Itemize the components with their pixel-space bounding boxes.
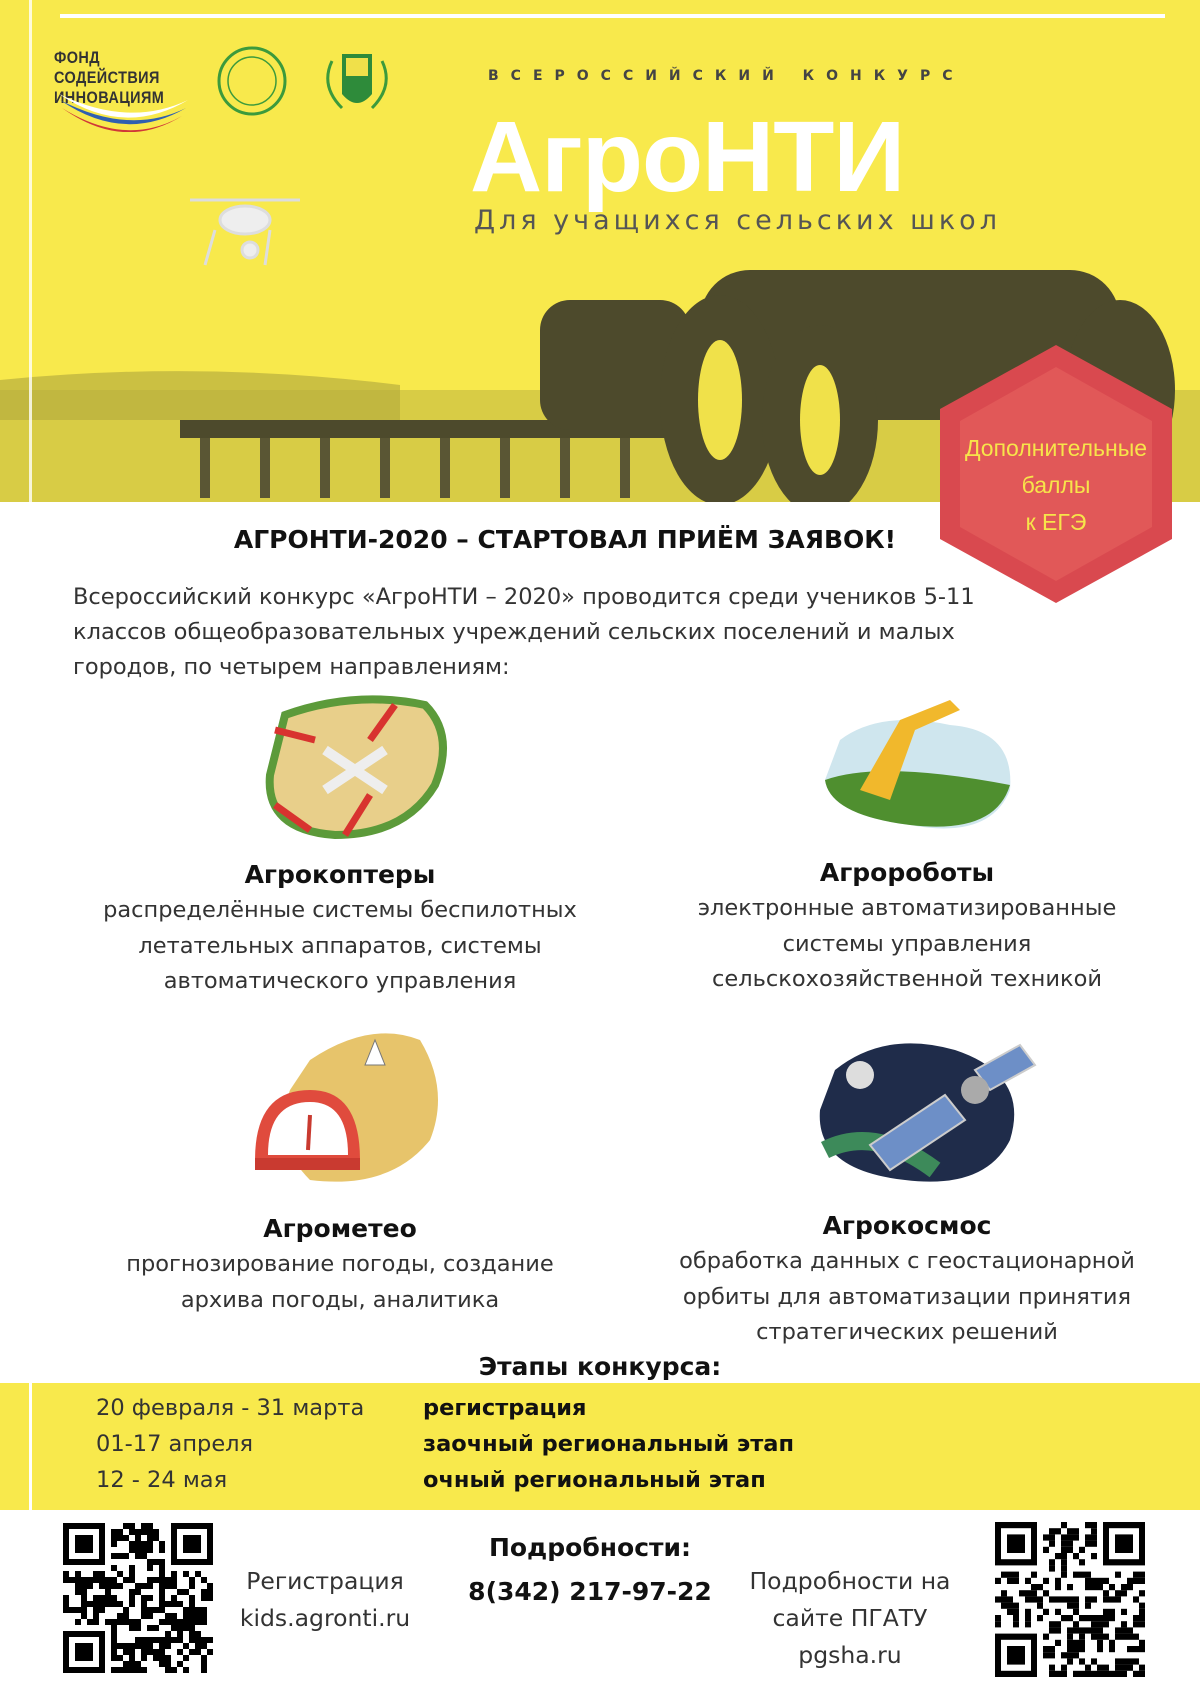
direction-desc: обработка данных с геостационарной [679, 1248, 1135, 1274]
direction-desc: прогнозирование погоды, создание [126, 1251, 554, 1277]
site-info [720, 1563, 980, 1674]
agrocosmos-illustration [815, 1030, 1040, 1195]
stage-label: регистрация [423, 1395, 587, 1421]
direction-card-agrorobots [647, 858, 1167, 998]
fond-logo [54, 48, 194, 128]
registration-link[interactable]: kids.agronti.ru [239, 1604, 411, 1632]
site-line: Подробности на [749, 1567, 951, 1595]
pgsha-qr-code[interactable] [995, 1522, 1145, 1677]
direction-title: Агророботы [819, 858, 995, 887]
flag-swoosh-icon [54, 88, 194, 132]
direction-card-agrocopters [80, 860, 600, 1000]
headline: АГРОНТИ-2020 – СТАРТОВАЛ ПРИЁМ ЗАЯВОК! [233, 525, 897, 554]
direction-title: Агрокоптеры [244, 860, 436, 889]
stage-date: 01-17 апреля [96, 1431, 254, 1457]
badge-line: баллы [1021, 472, 1091, 498]
emblem-logo [215, 44, 290, 119]
badge-line: Дополнительные [964, 435, 1148, 461]
site-link[interactable]: pgsha.ru [798, 1641, 902, 1669]
stage-row [96, 1467, 766, 1493]
agrorobot-illustration [820, 690, 1015, 835]
direction-desc: орбиты для автоматизации принятия [682, 1283, 1132, 1310]
badge-line: к ЕГЭ [1025, 509, 1087, 535]
stage-row [96, 1395, 586, 1421]
details-title: Подробности: [488, 1533, 692, 1562]
registration-qr-code[interactable] [63, 1523, 213, 1673]
top-divider [60, 14, 1165, 18]
contact-info [440, 1526, 740, 1614]
stage-label: очный региональный этап [423, 1467, 766, 1493]
stage-label: заочный региональный этап [423, 1431, 795, 1457]
university-crest-logo [312, 46, 402, 121]
direction-desc: стратегических решений [756, 1319, 1058, 1345]
contest-kicker: ВСЕРОССИЙСКИЙ КОНКУРС [488, 68, 965, 84]
direction-title: Агрокосмос [822, 1211, 992, 1240]
site-line: сайте ПГАТУ [772, 1604, 928, 1632]
contest-title: АгроНТИ [470, 101, 905, 213]
intro-text: Всероссийский конкурс «АгроНТИ – 2020» проводится среди учеников 5-11 классов общеобразовательных учреждений сельских поселений и малых городов, по четырем направлениям: [73, 584, 975, 680]
phone-number[interactable]: 8(342) 217-97-22 [468, 1577, 712, 1606]
direction-desc: системы управления [782, 930, 1032, 957]
side-divider [29, 0, 32, 1510]
direction-title: Агрометео [263, 1214, 417, 1243]
stages-title: Этапы конкурса: [478, 1352, 722, 1381]
stage-date: 20 февраля - 31 марта [96, 1395, 365, 1421]
band-divider [29, 1383, 32, 1510]
logo-text: ФОНД СОДЕЙСТВИЯ [54, 48, 160, 87]
direction-desc: архива погоды, аналитика [180, 1286, 500, 1313]
stage-row [96, 1431, 794, 1457]
direction-desc: распределённые системы беспилотных [103, 897, 577, 923]
drone-image [190, 200, 300, 265]
direction-desc: электронные автоматизированные [697, 895, 1117, 921]
agrometeo-illustration [250, 1020, 445, 1185]
agrocopter-illustration [255, 695, 450, 845]
direction-desc: автоматического управления [163, 968, 517, 994]
direction-desc: летательных аппаратов, системы [138, 932, 542, 959]
direction-card-agrometeo [80, 1214, 600, 1318]
direction-desc: сельскохозяйственной техникой [712, 966, 1102, 992]
stage-date: 12 - 24 мая [96, 1467, 228, 1493]
direction-card-agrocosmos [647, 1211, 1167, 1351]
contest-subtitle: Для учащихся сельских школ [474, 205, 1001, 236]
registration-label: Регистрация [246, 1567, 404, 1595]
registration-info [205, 1563, 445, 1637]
logo-text: ИННОВАЦИЯМ [54, 88, 165, 107]
